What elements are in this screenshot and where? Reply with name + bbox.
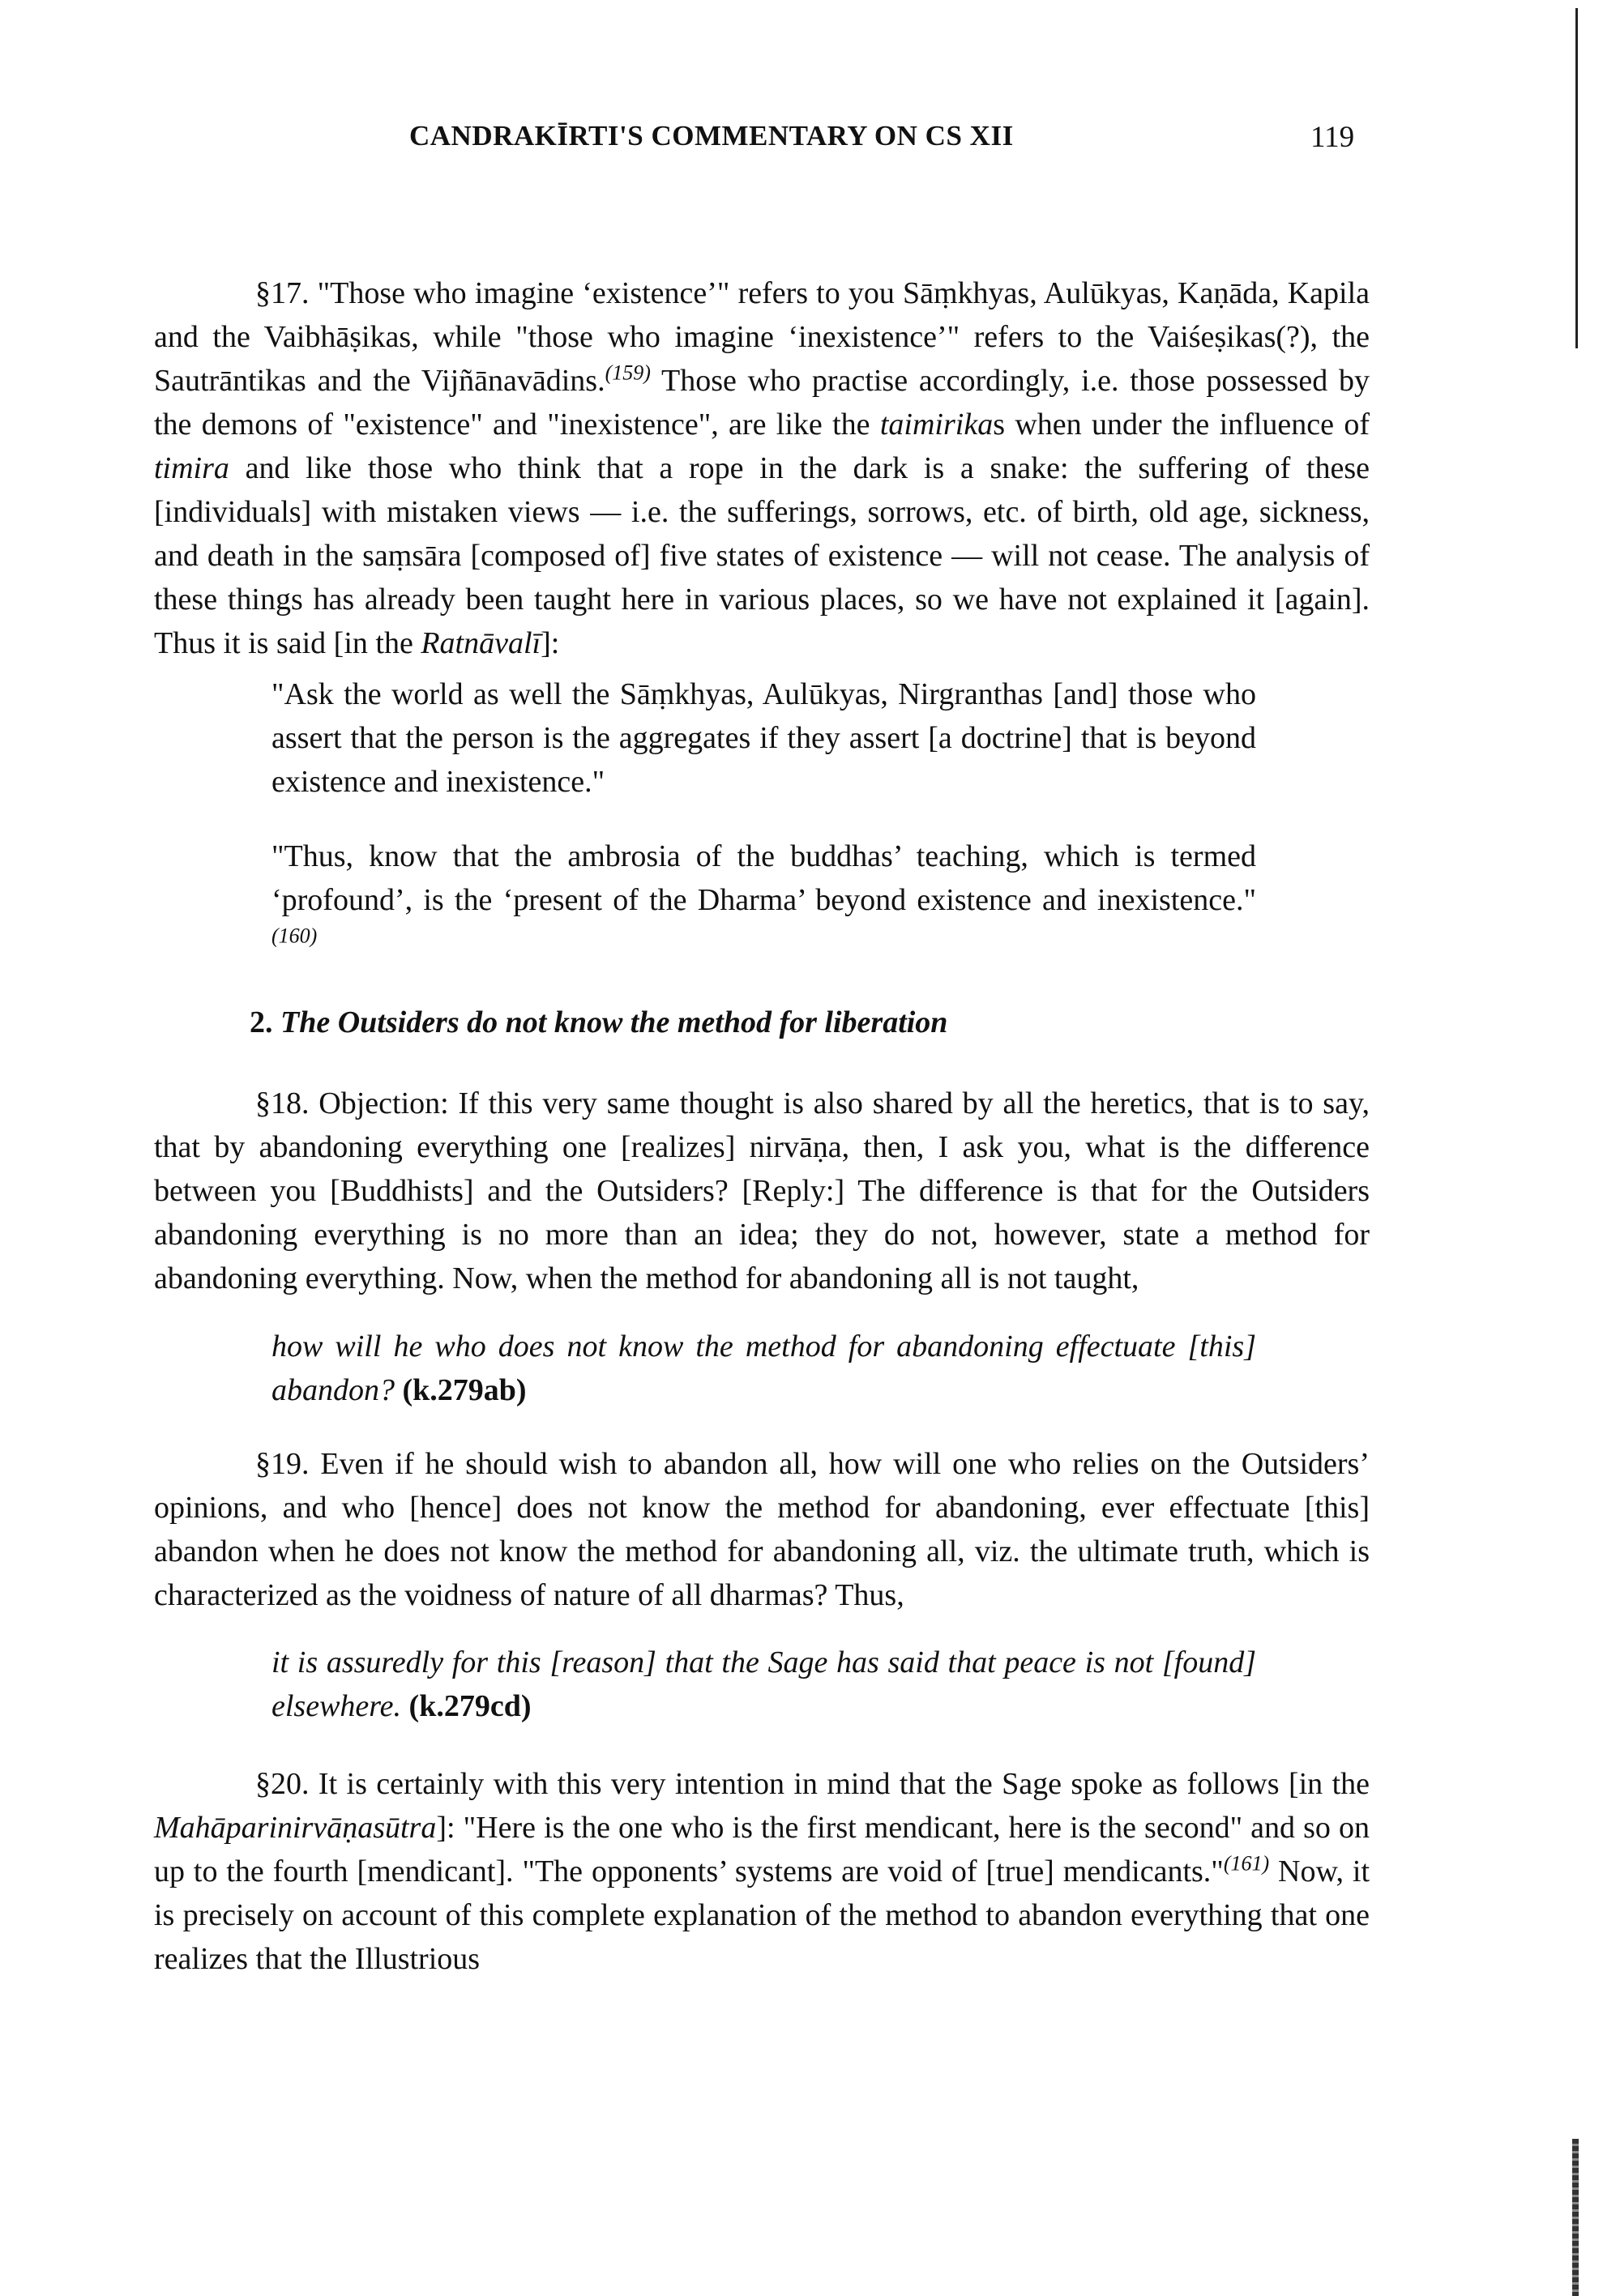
verse-279ab-ref: (k.279ab) — [402, 1373, 527, 1407]
verse-279ab-text: how will he who does not know the method for abandoning effectuate [this] abandon? — [271, 1329, 1256, 1407]
para17-text-5: ]: — [541, 626, 560, 660]
footnote-ref-160: (160) — [271, 924, 318, 948]
term-timira: timira — [154, 451, 229, 485]
scan-edge-bottom — [1572, 2139, 1579, 2296]
para20-text-3: Now, it is precisely on account of this complete explanation of the method to abandon everything that one realizes that the Illustrious — [154, 1854, 1370, 1976]
section-title: The Outsiders do not know the method for liberation — [280, 1005, 948, 1039]
footnote-ref-161: (161) — [1223, 1851, 1270, 1876]
para17-text-4: and like those who think that a rope in the dark is a snake: the suffering of these [individuals] with mistaken views — i.e. the sufferings, sorrows, etc. of birth, old age, sickness, and death in the saṃsāra [composed of] five states of existence — will not cease. The analysis of these things has already been taught here in various places, so we have not explained it [again]. Thus it is said [in the — [154, 451, 1370, 660]
title-ratnavali: Ratnāvalī — [421, 626, 541, 660]
page-number: 119 — [1310, 121, 1355, 154]
verse-279cd-ref: (k.279cd) — [408, 1689, 532, 1723]
para17-text-3: s when under the influence of — [993, 408, 1370, 442]
verse-279cd — [271, 1641, 1256, 1728]
running-head: CANDRAKĪRTI'S COMMENTARY ON CS XII — [409, 120, 1014, 152]
quotation-2 — [271, 834, 1256, 966]
paragraph-19 — [154, 1442, 1370, 1617]
scan-edge-top — [1575, 8, 1578, 348]
verse-279ab — [271, 1325, 1256, 1412]
paragraph-18-text: §18. Objection: If this very same thought is also shared by all the heretics, that is to say, that by abandoning everything one [realizes] nirvāṇa, then, I ask you, what is the difference between you [Buddhists] and the Outsiders? [Reply:] The difference is that for the Outsiders abandoning everything is no more than an idea; they do not, however, state a method for abandoning everything. Now, when the method for abandoning all is not taught, — [154, 1086, 1370, 1295]
footnote-ref-159: (159) — [605, 361, 651, 385]
quotation-1-text: "Ask the world as well the Sāṃkhyas, Aulūkyas, Nirgranthas [and] those who assert that the person is the aggregates if they assert [a doctrine] that is beyond existence and inexistence." — [271, 677, 1256, 799]
title-mahaparinirvanasutra: Mahāparinirvāṇasūtra — [154, 1811, 437, 1845]
para20-text-2: ]: "Here is the one who is the first mendicant, here is the second" and so on up to the fourth [mendicant]. "The opponents’ systems are void of [true] mendicants." — [154, 1811, 1370, 1888]
section-heading — [250, 1005, 947, 1040]
para17-text-1: §17. "Those who imagine ‘existence’" refers to you Sāṃkhyas, Aulūkyas, Kaṇāda, Kapila and the Vaibhāṣikas, while "those who imagine ‘inexistence’" refers to the Vaiśeṣikas(?), the Sautrāntikas and the Vijñānavādins. — [154, 276, 1370, 398]
verse-279cd-text: it is assuredly for this [reason] that the Sage has said that peace is not [found] elsewhere. — [271, 1645, 1256, 1723]
paragraph-18 — [154, 1082, 1370, 1300]
quotation-1 — [271, 672, 1256, 804]
term-taimirika: taimirika — [879, 408, 994, 442]
paragraph-17 — [154, 271, 1370, 665]
paragraph-19-text: §19. Even if he should wish to abandon all, how will one who relies on the Outsiders’ opinions, and who [hence] does not know the method for abandoning, ever effectuate [this] abandon when he does not know the method for abandoning all, viz. the ultimate truth, which is characterized as the voidness of nature of all dharmas? Thus, — [154, 1447, 1370, 1612]
section-number: 2. — [250, 1005, 273, 1039]
para20-text-1: §20. It is certainly with this very intention in mind that the Sage spoke as follows [in the — [255, 1767, 1370, 1801]
para17-text-2: Those who practise accordingly, i.e. those possessed by the demons of "existence" and "inexistence", are like the — [154, 364, 1370, 442]
quotation-2-text: "Thus, know that the ambrosia of the buddhas’ teaching, which is termed ‘profound’, is the ‘present of the Dharma’ beyond existence and inexistence." — [271, 839, 1256, 917]
paragraph-20 — [154, 1762, 1370, 1981]
